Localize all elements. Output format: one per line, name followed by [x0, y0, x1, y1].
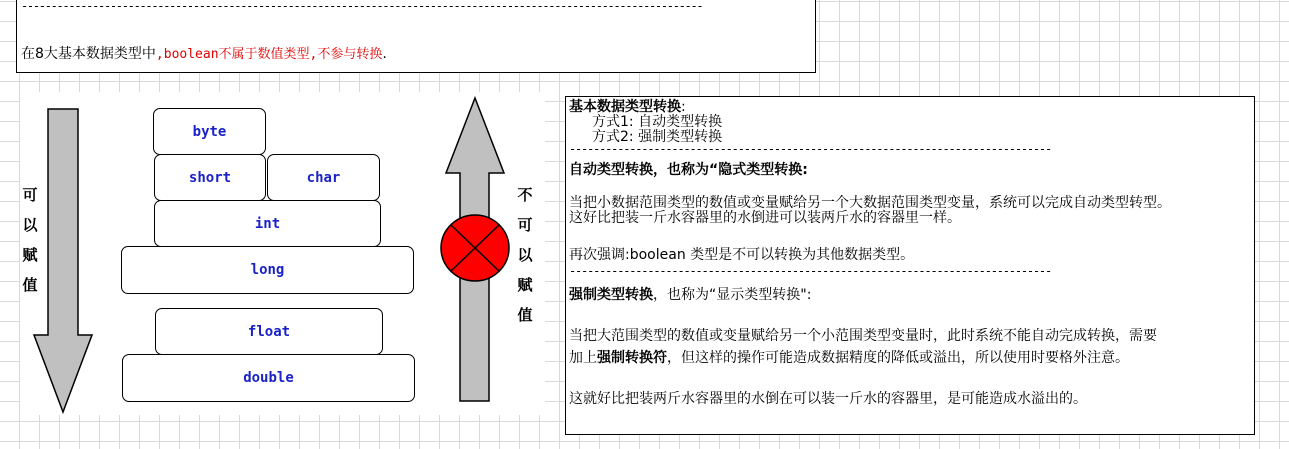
right-label-char: 以 [517, 246, 533, 264]
right-label-char: 可 [517, 216, 533, 234]
left-label-char: 可 [22, 186, 38, 204]
force-conversion-title [569, 284, 811, 304]
force-desc2-pre: 加上 [569, 350, 597, 366]
force-title-rest: ，也称为“显示类型转换": [653, 287, 812, 303]
type-box-float: float [155, 308, 383, 355]
right-label-char: 不 [517, 186, 533, 204]
force-conversion-desc-1: 当把大范围类型的数值或变量赋给另一个小范围类型变量时，此时系统不能自动完成转换，需要 [569, 328, 1157, 344]
boolean-note-prefix: 在8大基本数据类型中 [21, 46, 156, 62]
type-box-int: int [154, 200, 381, 247]
boolean-reminder: 再次强调:boolean 类型是不可以转换为其他数据类型。 [569, 247, 915, 263]
auto-conversion-title: 自动类型转换，也称为“隐式类型转换: [569, 162, 808, 178]
boolean-note-highlight: ,boolean不属于数值类型,不参与转换 [155, 47, 383, 62]
way2-line: 方式2: 强制类型转换 [592, 129, 723, 145]
right-label-char: 赋 [517, 276, 533, 294]
left-label-char: 值 [22, 276, 38, 294]
dashed-separator: -------------------------------------------------------------------------------- [569, 142, 1051, 156]
heading-suffix: : [681, 99, 686, 115]
type-box-char: char [267, 154, 380, 201]
dashed-separator: -------------------------------------------------------------------------------- [569, 264, 1051, 278]
left-vertical-label [20, 180, 40, 300]
boolean-note-suffix: . [382, 46, 387, 62]
down-arrow-icon [34, 109, 92, 412]
type-box-byte: byte [153, 108, 266, 155]
right-label-char: 值 [517, 306, 533, 324]
force-conversion-desc-3: 这就好比把装两斤水容器里的水倒在可以装一斤水的容器里，是可能造成水溢出的。 [569, 391, 1087, 407]
conversion-explanation-box [565, 96, 1255, 435]
force-desc2-bold: 强制转换符 [597, 350, 667, 366]
auto-conversion-desc-2: 这好比把装一斤水容器里的水倒进可以装两斤水的容器里一样。 [569, 210, 961, 226]
force-desc2-post: ，但这样的操作可能造成数据精度的降低或溢出，所以使用时要格外注意。 [667, 350, 1129, 366]
prohibit-icon [441, 215, 509, 281]
dashed-separator: ------------------------------------------------------------------------------------------------------------------- [21, 0, 703, 13]
type-box-long: long [121, 246, 414, 294]
force-conversion-desc-2 [569, 347, 1129, 367]
right-vertical-label [515, 180, 535, 330]
heading: 基本数据类型转换 [569, 99, 681, 115]
way1-line: 方式1: 自动类型转换 [592, 114, 723, 130]
force-title-bold: 强制类型转换 [569, 287, 653, 303]
type-box-short: short [154, 154, 266, 201]
auto-conversion-desc-1: 当把小数据范围类型的数值或变量赋给另一个大数据范围类型变量，系统可以完成自动类型转型。 [569, 195, 1171, 211]
type-box-double: double [122, 354, 415, 402]
left-label-char: 以 [22, 216, 38, 234]
left-label-char: 赋 [22, 246, 38, 264]
